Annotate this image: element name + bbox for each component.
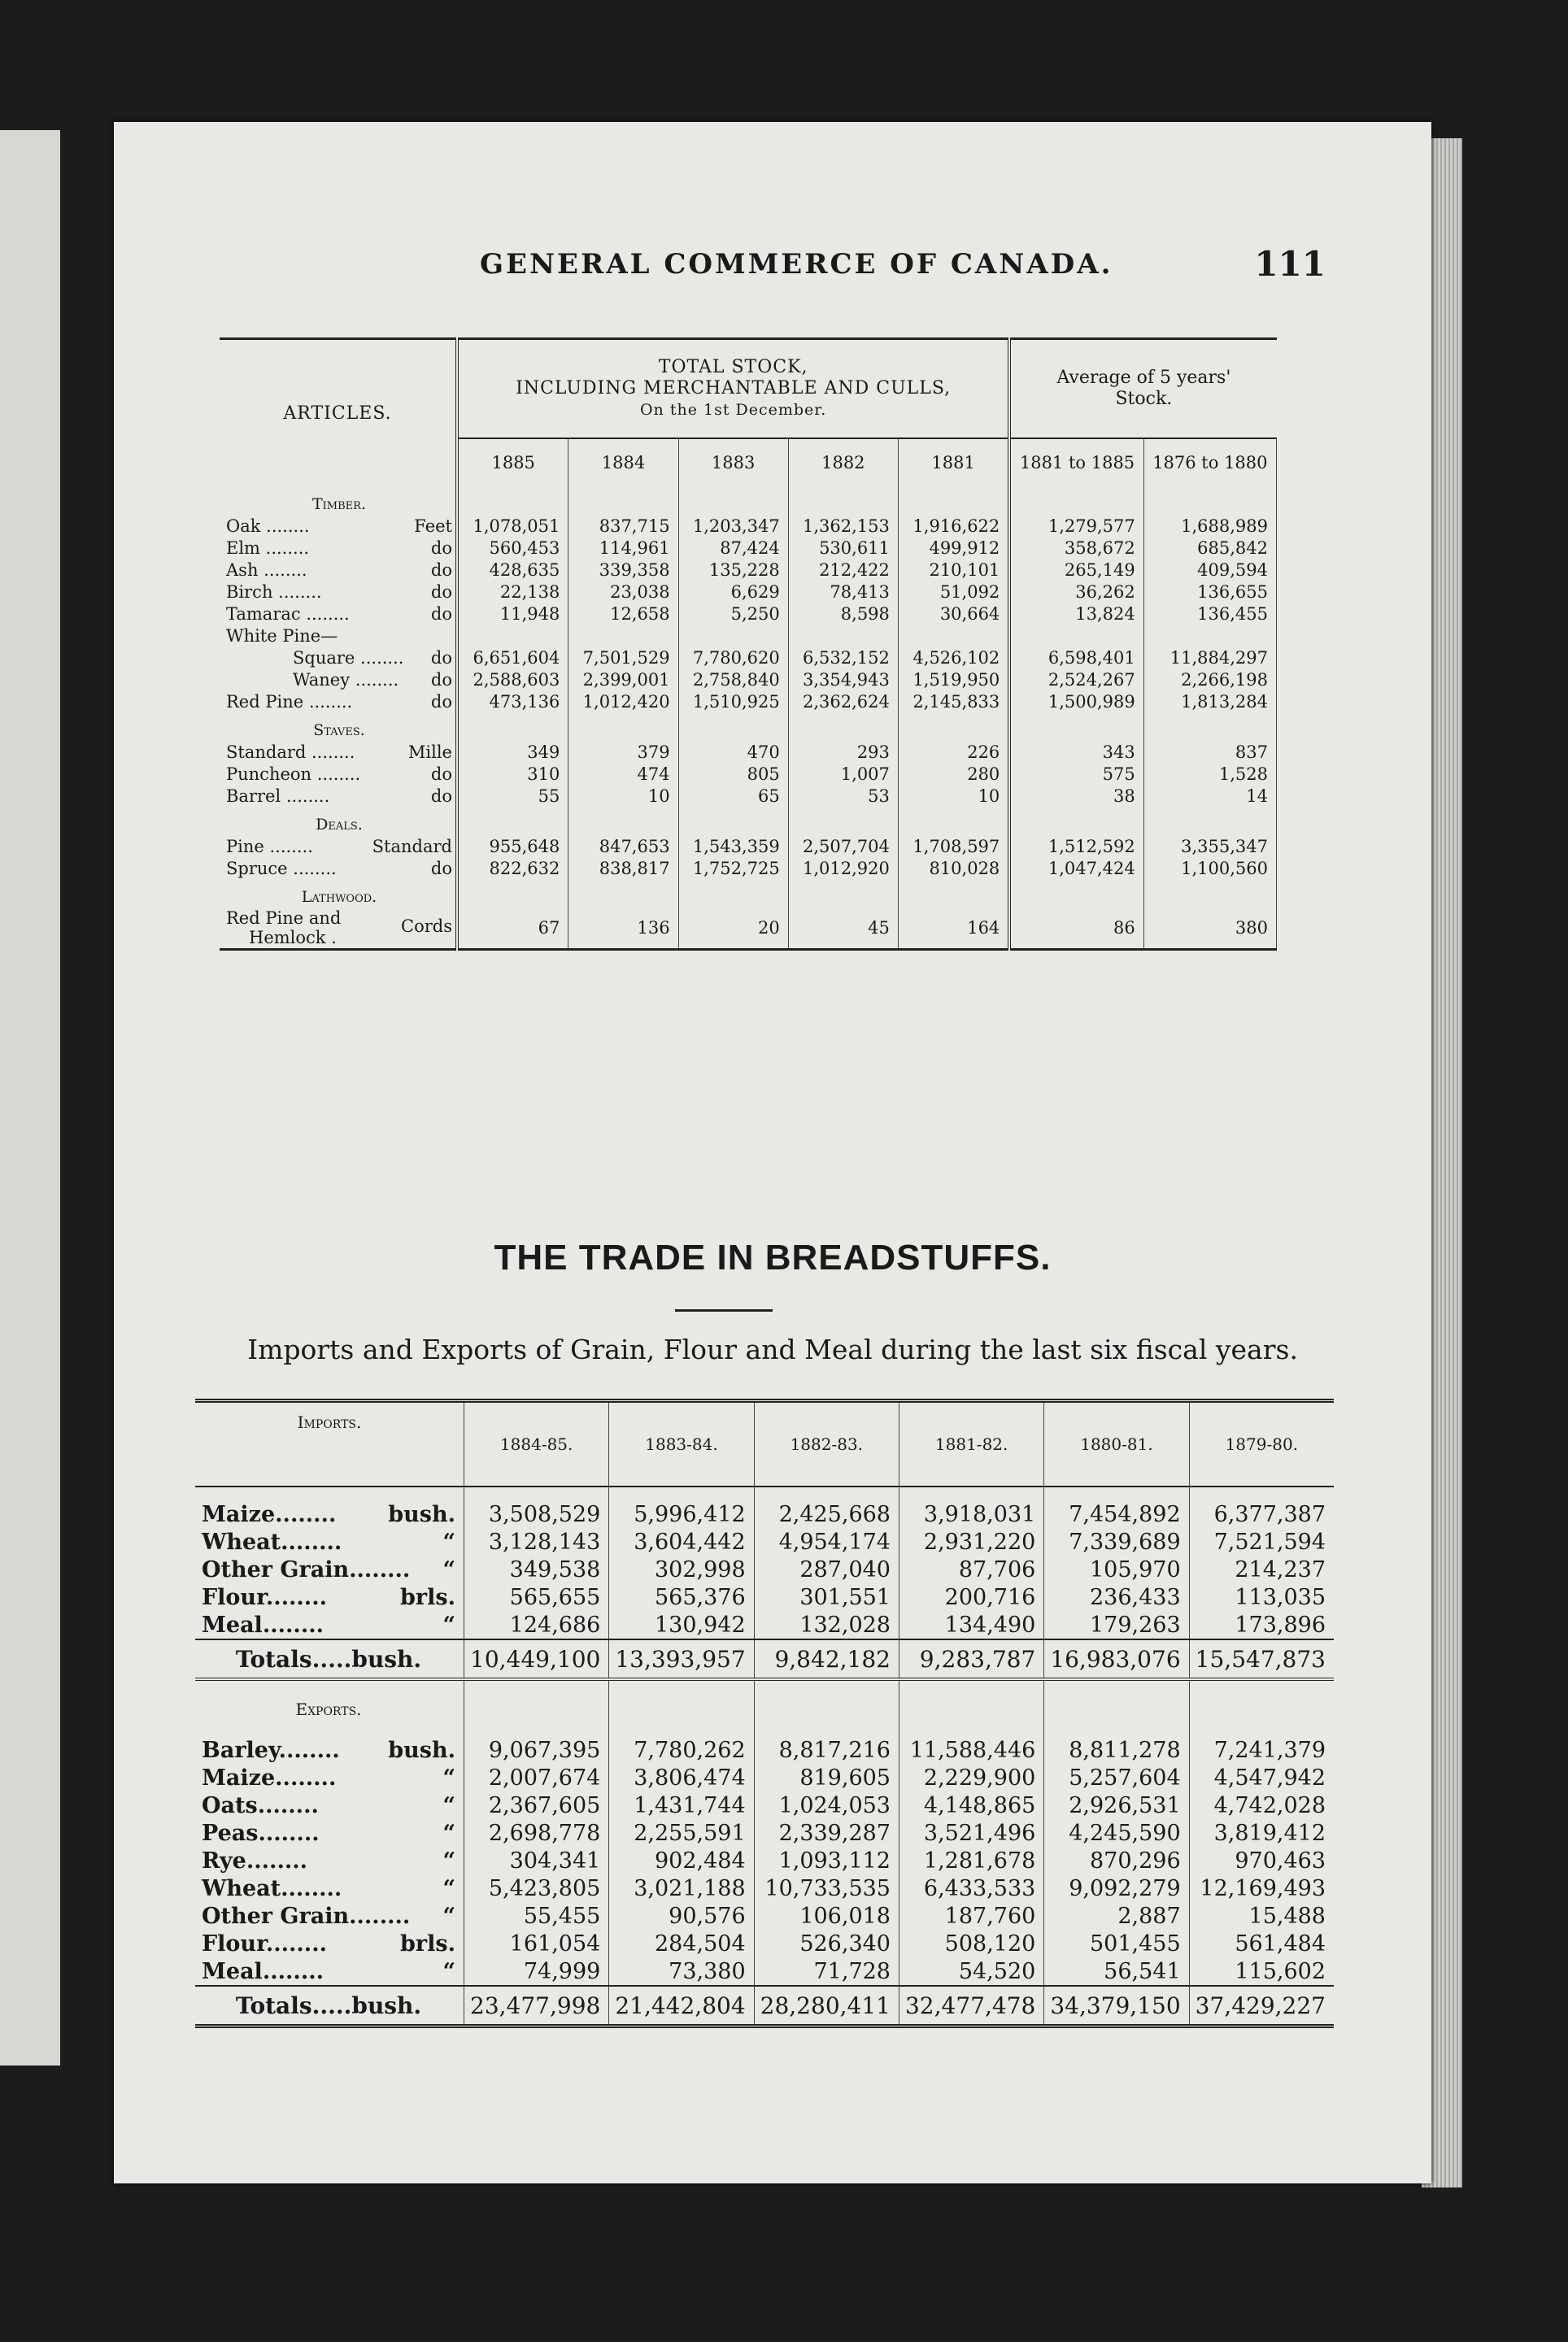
table-cell: 6,629 (678, 581, 788, 603)
row-label: Standard Pine ........ (220, 835, 457, 857)
table-row (220, 625, 1277, 646)
table-cell: 1,543,359 (678, 835, 788, 857)
table-cell: 7,521,594 (1213, 1529, 1326, 1555)
row-label: do Ash ........ (220, 559, 457, 581)
table-cell: 179,263 (1044, 1611, 1189, 1639)
exports-header: Exports. (195, 1679, 464, 1723)
table-cell: 902,484 (609, 1847, 754, 1874)
table-cell: 301,551 (754, 1583, 899, 1611)
total-cell: 16,983,076 (1044, 1639, 1189, 1679)
table-cell: 1,362,153 (788, 515, 898, 537)
table-cell: 3,918,031 (899, 1487, 1043, 1528)
table-row (220, 646, 1277, 668)
year-header: 1883 (678, 438, 788, 486)
table-cell: 10 (978, 786, 1000, 806)
table-row (195, 1930, 1334, 1957)
table-cell: 173,896 (1235, 1612, 1326, 1638)
table-cell: 7,454,892 (1044, 1487, 1189, 1528)
table-cell: 7,780,262 (609, 1723, 754, 1764)
breadstuffs-table (195, 1399, 1334, 2028)
facing-page-edge (0, 130, 60, 2066)
year-header: 1883-84. (609, 1401, 754, 1487)
table-cell: 565,376 (609, 1583, 754, 1611)
table-cell: 1,012,420 (568, 690, 678, 712)
category-label: Timber. (220, 486, 457, 515)
total-cell: 13,393,957 (609, 1639, 754, 1679)
lumber-stock-table (220, 337, 1277, 951)
table-cell: 2,524,267 (1009, 668, 1143, 690)
table-row (195, 1791, 1334, 1819)
table-row: Cords Red Pine and Hemlock . 67 136 20 45 164 86 380 (220, 908, 1277, 950)
table-cell: 212,422 (788, 559, 898, 581)
row-label: bush. Maize........ (195, 1487, 464, 1528)
table-cell: 955,648 (457, 835, 568, 857)
total-cell: 23,477,998 (464, 1986, 609, 2026)
table-cell: 3,806,474 (609, 1764, 754, 1791)
table-row (220, 537, 1277, 559)
table-cell: 358,672 (1009, 537, 1143, 559)
table-cell: 3,128,143 (464, 1528, 609, 1556)
table-cell: 3,819,412 (1213, 1820, 1326, 1846)
table-cell: 575 (1009, 763, 1143, 785)
table-cell: 2,255,591 (609, 1819, 754, 1847)
table-cell: 526,340 (754, 1930, 899, 1957)
table-cell (678, 625, 788, 646)
table-cell: 115,602 (1235, 1958, 1326, 1984)
table-cell: 310 (457, 763, 568, 785)
table-cell: 4,742,028 (1213, 1792, 1326, 1818)
table-cell: 6,598,401 (1009, 646, 1143, 668)
table-cell: 124,686 (464, 1611, 609, 1639)
table-cell: 22,138 (457, 581, 568, 603)
row-label: brls. Flour........ (195, 1583, 464, 1611)
section-subtitle: Imports and Exports of Grain, Flour and Meal during the last six fiscal years. (247, 1334, 1298, 1365)
table-cell: 8,817,216 (754, 1723, 899, 1764)
table-cell: 2,399,001 (568, 668, 678, 690)
total-cell: 34,379,150 (1044, 1986, 1189, 2026)
table-cell: 4,547,942 (1213, 1765, 1326, 1791)
row-label: Mille Standard ........ (220, 741, 457, 763)
totals-row (195, 1986, 1334, 2026)
running-head: GENERAL COMMERCE OF CANADA. (480, 248, 1113, 281)
table-cell: 8,811,278 (1044, 1723, 1189, 1764)
table-cell: 3,508,529 (464, 1487, 609, 1528)
avg-period-header: 1876 to 1880 (1143, 438, 1276, 486)
table-cell: 4,526,102 (912, 647, 1000, 668)
table-cell: 2,362,624 (788, 690, 898, 712)
table-cell: 114,961 (568, 537, 678, 559)
table-cell: 1,012,920 (788, 857, 898, 879)
table-cell: 23,038 (568, 581, 678, 603)
table-cell: 822,632 (457, 857, 568, 879)
table-cell: 1,752,725 (678, 857, 788, 879)
table-cell: 3,021,188 (609, 1874, 754, 1902)
table-cell: 51,092 (939, 581, 1000, 602)
table-cell: 7,241,379 (1213, 1737, 1326, 1763)
table-cell: 1,279,577 (1009, 515, 1143, 537)
table-cell: 349,538 (464, 1556, 609, 1583)
year-header: 1885 (457, 438, 568, 486)
table-cell: 1,813,284 (1143, 690, 1276, 712)
table-cell: 1,203,347 (678, 515, 788, 537)
table-row (220, 515, 1277, 537)
row-label: White Pine— (220, 625, 457, 646)
table-cell: 1,100,560 (1143, 857, 1276, 879)
table-row (220, 785, 1277, 807)
table-cell: 7,339,689 (1044, 1528, 1189, 1556)
exports-section-row (195, 1679, 1334, 1723)
table-row (220, 603, 1277, 625)
table-cell: 1,281,678 (899, 1847, 1043, 1874)
table-cell: 1,688,989 (1143, 515, 1276, 537)
table-cell: 473,136 (457, 690, 568, 712)
table-cell: 428,635 (457, 559, 568, 581)
table-row (195, 1847, 1334, 1874)
year-header: 1884-85. (464, 1401, 609, 1487)
book-page (114, 122, 1431, 2183)
table-cell: 2,887 (1044, 1902, 1189, 1930)
table-cell (898, 625, 1009, 646)
row-label: do Spruce ........ (220, 857, 457, 879)
row-label: “ Other Grain........ (195, 1902, 464, 1930)
table-cell: 293 (788, 741, 898, 763)
row-label: “ Rye........ (195, 1847, 464, 1874)
total-cell: 9,842,182 (754, 1639, 899, 1679)
row-label: do Puncheon ........ (220, 763, 457, 785)
table-cell: 870,296 (1044, 1847, 1189, 1874)
table-cell: 805 (678, 763, 788, 785)
table-cell: 1,047,424 (1009, 857, 1143, 879)
table-cell: 214,237 (1235, 1556, 1326, 1582)
table-cell: 2,926,531 (1044, 1791, 1189, 1819)
totals-row (195, 1639, 1334, 1679)
table-cell: 8,598 (788, 603, 898, 625)
table-cell: 11,948 (457, 603, 568, 625)
imports-header: Imports. (195, 1401, 464, 1487)
table-cell: 1,510,925 (678, 690, 788, 712)
table-cell: 4,148,865 (899, 1791, 1043, 1819)
table-cell: 10 (568, 785, 678, 807)
table-cell: 837 (1143, 741, 1276, 763)
section-title: THE TRADE IN BREADSTUFFS. (494, 1238, 1052, 1278)
table-cell: 3,604,442 (609, 1528, 754, 1556)
table-cell: 4,245,590 (1044, 1819, 1189, 1847)
table-cell: 87,706 (899, 1556, 1043, 1583)
table-cell: 499,912 (929, 538, 1000, 558)
table-cell: 470 (678, 741, 788, 763)
table-cell: 1,519,950 (912, 669, 1000, 690)
table-cell: 78,413 (788, 581, 898, 603)
category-label: Lathwood. (220, 879, 457, 908)
table-row (220, 581, 1277, 603)
table-cell: 2,229,900 (899, 1764, 1043, 1791)
table-cell: 1,916,622 (912, 516, 1000, 536)
table-cell: 106,018 (754, 1902, 899, 1930)
table-cell: 2,425,668 (754, 1487, 899, 1528)
table-cell: 501,455 (1044, 1930, 1189, 1957)
header-average: Average of 5 years' Stock. (1009, 339, 1276, 439)
row-label: do Red Pine ........ (220, 690, 457, 712)
table-cell: 105,970 (1044, 1556, 1189, 1583)
year-header: 1880-81. (1044, 1401, 1189, 1487)
table-cell: 847,653 (568, 835, 678, 857)
table-cell: 280 (967, 764, 1000, 784)
table-cell: 5,250 (678, 603, 788, 625)
table-cell: 2,588,603 (457, 668, 568, 690)
total-cell: 32,477,478 (899, 1986, 1043, 2026)
table-cell: 87,424 (678, 537, 788, 559)
table-cell: 5,996,412 (609, 1487, 754, 1528)
table-cell: 1,024,053 (754, 1791, 899, 1819)
table-cell: 2,698,778 (464, 1819, 609, 1847)
table-cell: 73,380 (609, 1957, 754, 1986)
table-row (220, 690, 1277, 712)
table-cell: 2,931,220 (899, 1528, 1043, 1556)
table-cell: 9,092,279 (1044, 1874, 1189, 1902)
row-label: “ Other Grain........ (195, 1556, 464, 1583)
table-cell: 134,490 (899, 1611, 1043, 1639)
table-cell: 474 (568, 763, 678, 785)
table-row (220, 559, 1277, 581)
table-cell: 379 (568, 741, 678, 763)
table-row (195, 1819, 1334, 1847)
table-cell: 2,339,287 (754, 1819, 899, 1847)
table-cell (1009, 625, 1143, 646)
row-label: do Barrel ........ (220, 785, 457, 807)
table-cell: 136,655 (1143, 581, 1276, 603)
table-cell: 5,423,805 (464, 1874, 609, 1902)
row-label: “ Oats........ (195, 1791, 464, 1819)
table-cell: 2,145,833 (912, 691, 1000, 712)
table-cell: 74,999 (464, 1957, 609, 1986)
table-cell: 65 (678, 785, 788, 807)
table-cell: 1,093,112 (754, 1847, 899, 1874)
table-cell: 409,594 (1143, 559, 1276, 581)
table-cell: 2,266,198 (1143, 668, 1276, 690)
table-cell: 90,576 (609, 1902, 754, 1930)
table-cell: 3,354,943 (788, 668, 898, 690)
table-row (195, 1902, 1334, 1930)
table-cell: 819,605 (754, 1764, 899, 1791)
table-cell: 3,355,347 (1143, 835, 1276, 857)
table-cell: 113,035 (1235, 1584, 1326, 1610)
table-row (220, 741, 1277, 763)
table-row (195, 1583, 1334, 1611)
totals-label: Totals.....bush. (195, 1639, 464, 1679)
header-total-stock: TOTAL STOCK, INCLUDING MERCHANTABLE AND CULLS, On the 1st December. (516, 357, 952, 419)
table-cell: 55,455 (464, 1902, 609, 1930)
year-header: 1881 (898, 438, 1009, 486)
table-cell: 13,824 (1009, 603, 1143, 625)
page-number: 111 (1254, 244, 1326, 284)
table-cell: 561,484 (1235, 1931, 1326, 1957)
header-articles: ARTICLES. (220, 339, 457, 487)
row-label: brls. Flour........ (195, 1930, 464, 1957)
table-cell: 9,067,395 (464, 1723, 609, 1764)
table-cell: 837,715 (568, 515, 678, 537)
table-cell: 6,532,152 (788, 646, 898, 668)
table-cell: 349 (457, 741, 568, 763)
table-cell: 1,078,051 (457, 515, 568, 537)
table-cell (788, 625, 898, 646)
year-header: 1884 (568, 438, 678, 486)
table-cell: 2,758,840 (678, 668, 788, 690)
table-cell: 10,733,535 (754, 1874, 899, 1902)
table-cell: 132,028 (754, 1611, 899, 1639)
table-cell: 838,817 (568, 857, 678, 879)
table-cell: 36,262 (1009, 581, 1143, 603)
table-cell: 54,520 (899, 1957, 1043, 1986)
table-row (195, 1528, 1334, 1556)
table-row (220, 835, 1277, 857)
total-cell: 21,442,804 (609, 1986, 754, 2026)
table-cell: 7,501,529 (568, 646, 678, 668)
table-cell: 12,169,493 (1200, 1875, 1326, 1901)
table-cell: 11,884,297 (1143, 646, 1276, 668)
table-cell: 302,998 (609, 1556, 754, 1583)
table-cell: 1,500,989 (1009, 690, 1143, 712)
row-label: do Elm ........ (220, 537, 457, 559)
row-label: do Birch ........ (220, 581, 457, 603)
total-cell: 15,547,873 (1189, 1639, 1334, 1679)
table-cell: 1,708,597 (912, 836, 1000, 856)
table-row (195, 1957, 1334, 1986)
table-cell: 6,651,604 (457, 646, 568, 668)
table-cell: 226 (967, 742, 1000, 762)
table-cell: 6,433,533 (899, 1874, 1043, 1902)
row-label: “ Peas........ (195, 1819, 464, 1847)
table-cell: 7,780,620 (678, 646, 788, 668)
table-cell: 14 (1143, 785, 1276, 807)
table-cell: 53 (788, 785, 898, 807)
table-cell: 56,541 (1044, 1957, 1189, 1986)
table-cell: 1,528 (1143, 763, 1276, 785)
category-label: Deals. (220, 807, 457, 835)
row-label: “ Maize........ (195, 1764, 464, 1791)
table-cell: 30,664 (939, 603, 1000, 624)
table-cell: 2,367,605 (464, 1791, 609, 1819)
table-cell: 161,054 (464, 1930, 609, 1957)
table-cell: 38 (1009, 785, 1143, 807)
table-cell: 210,101 (929, 559, 1000, 580)
table-cell (568, 625, 678, 646)
table-cell: 287,040 (754, 1556, 899, 1583)
totals-label: Totals.....bush. (195, 1986, 464, 2026)
table-cell: 970,463 (1235, 1848, 1326, 1874)
table-cell: 5,257,604 (1044, 1764, 1189, 1791)
table-row (195, 1556, 1334, 1583)
table-cell: 187,760 (899, 1902, 1043, 1930)
total-cell: 10,449,100 (464, 1639, 609, 1679)
table-row (195, 1874, 1334, 1902)
category-label: Staves. (220, 712, 457, 741)
table-cell: 339,358 (568, 559, 678, 581)
year-header: 1879-80. (1189, 1401, 1334, 1487)
row-label: do Tamarac ........ (220, 603, 457, 625)
avg-period-header: 1881 to 1885 (1009, 438, 1143, 486)
year-header: 1882 (788, 438, 898, 486)
table-cell: 6,377,387 (1213, 1501, 1326, 1527)
row-label: “ Meal........ (195, 1611, 464, 1639)
table-cell: 565,655 (464, 1583, 609, 1611)
table-cell (457, 625, 568, 646)
table-row (220, 763, 1277, 785)
table-cell: 12,658 (568, 603, 678, 625)
table-cell: 1,431,744 (609, 1791, 754, 1819)
table-cell: 560,453 (457, 537, 568, 559)
row-label: “ Meal........ (195, 1957, 464, 1986)
year-header: 1881-82. (899, 1401, 1043, 1487)
row-label: “ Wheat........ (195, 1874, 464, 1902)
row-label: do Waney ........ (220, 668, 457, 690)
table-cell: 4,954,174 (754, 1528, 899, 1556)
table-cell: 508,120 (899, 1930, 1043, 1957)
row-label: Feet Oak ........ (220, 515, 457, 537)
table-cell: 343 (1009, 741, 1143, 763)
table-row (195, 1487, 1334, 1528)
total-cell: 9,283,787 (899, 1639, 1043, 1679)
table-cell: 1,007 (788, 763, 898, 785)
total-cell: 37,429,227 (1189, 1986, 1334, 2026)
table-cell: 2,007,674 (464, 1764, 609, 1791)
table-row (195, 1764, 1334, 1791)
table-cell: 1,512,592 (1009, 835, 1143, 857)
table-cell: 55 (457, 785, 568, 807)
table-cell: 304,341 (464, 1847, 609, 1874)
total-cell: 28,280,411 (754, 1986, 899, 2026)
table-cell: 3,521,496 (899, 1819, 1043, 1847)
row-label: do Square ........ (220, 646, 457, 668)
year-header: 1882-83. (754, 1401, 899, 1487)
table-cell: 71,728 (754, 1957, 899, 1986)
table-cell: 200,716 (899, 1583, 1043, 1611)
table-cell: 136,455 (1143, 603, 1276, 625)
table-cell: 130,942 (609, 1611, 754, 1639)
table-cell: 135,228 (678, 559, 788, 581)
row-label: “ Wheat........ (195, 1528, 464, 1556)
table-cell: 284,504 (609, 1930, 754, 1957)
table-row (220, 857, 1277, 879)
table-cell: 265,149 (1009, 559, 1143, 581)
table-row (195, 1611, 1334, 1639)
table-cell: 2,507,704 (788, 835, 898, 857)
table-cell (1143, 625, 1276, 646)
table-cell: 530,611 (788, 537, 898, 559)
table-cell: 236,433 (1044, 1583, 1189, 1611)
table-cell: 685,842 (1143, 537, 1276, 559)
table-cell: 810,028 (929, 858, 1000, 878)
table-cell: 11,588,446 (899, 1723, 1043, 1764)
table-row (195, 1723, 1334, 1764)
table-cell: 15,488 (1248, 1903, 1326, 1929)
table-row (220, 668, 1277, 690)
title-rule (675, 1309, 773, 1312)
row-label: bush. Barley........ (195, 1723, 464, 1764)
